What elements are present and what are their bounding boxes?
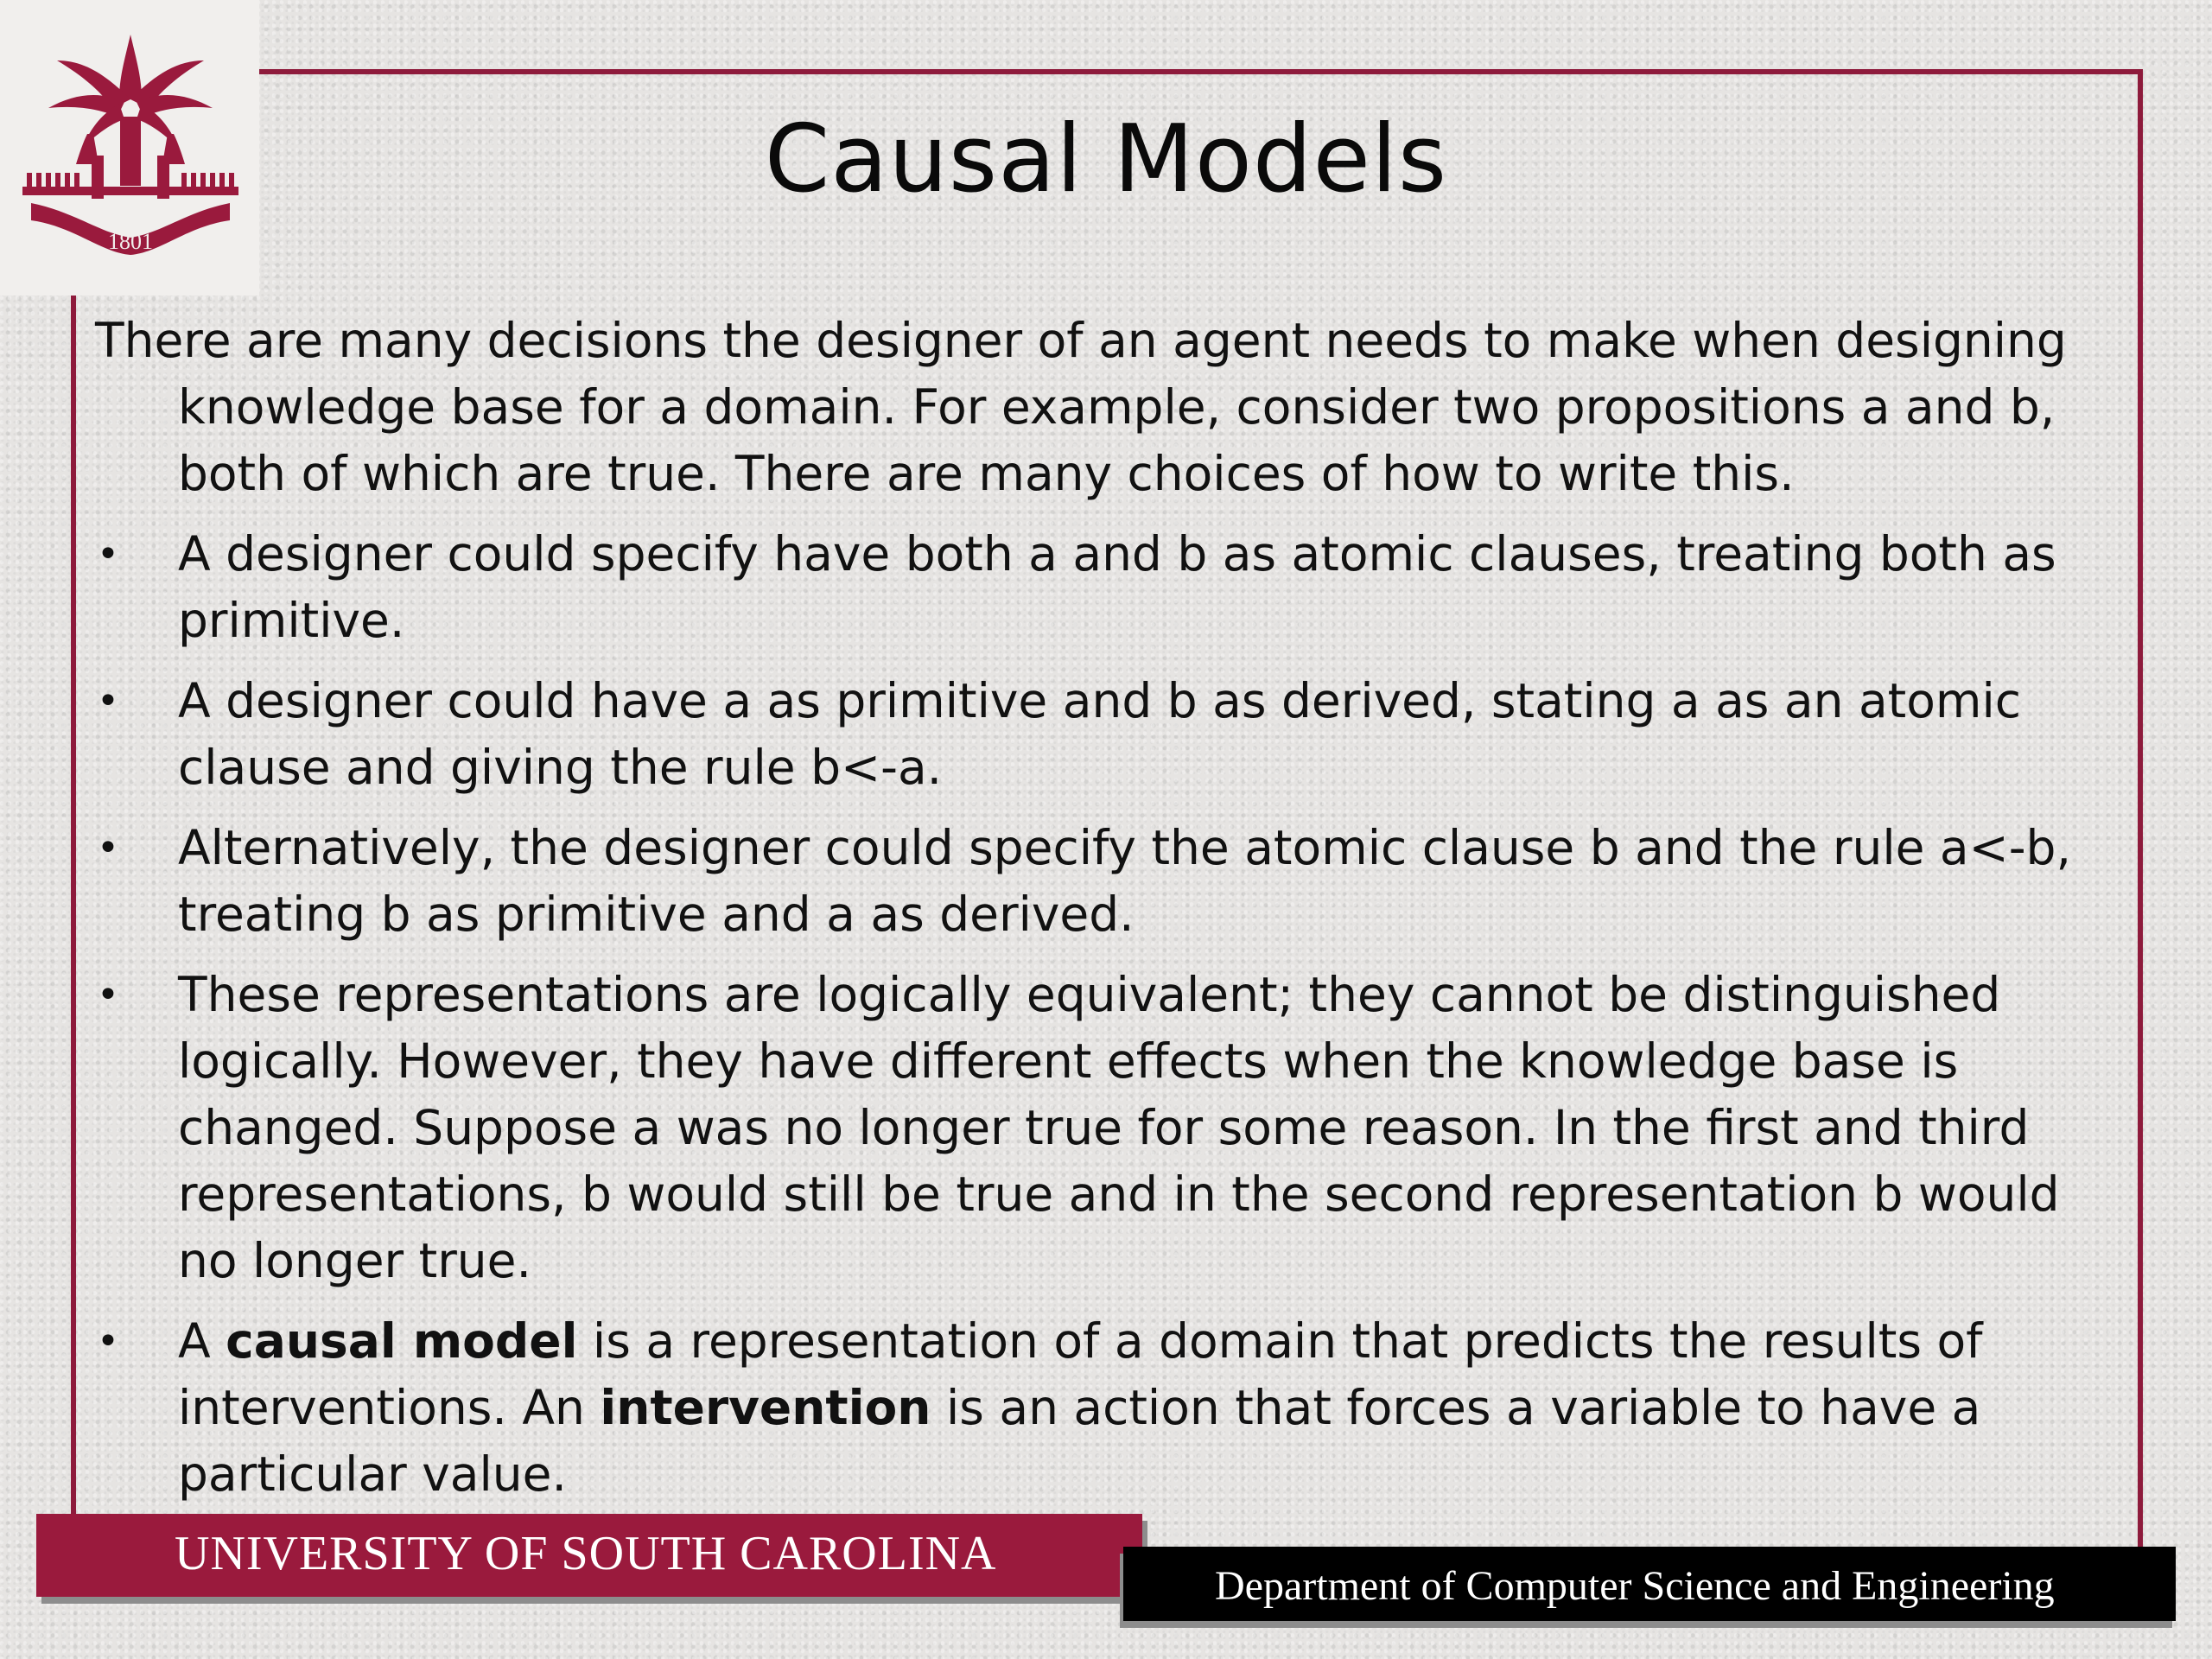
- bullet-text: A designer could specify have both a and b as atomic clauses, treating both as primitive.: [178, 526, 2056, 648]
- slide-title: Causal Models: [764, 105, 1448, 213]
- bullet-text: These representations are logically equivalent; they cannot be distinguished logically. However, they have different effects when the knowledge base is changed. Suppose a was no longer true for some reason. In the first and third representations, b would still be true and in the second representation b would no longer true.: [178, 967, 2060, 1288]
- term-intervention: intervention: [600, 1380, 931, 1435]
- term-causal-model: causal model: [226, 1313, 578, 1369]
- bullet-list: [95, 521, 2126, 1508]
- department-banner: [1123, 1547, 2176, 1621]
- logo-year: 1801: [108, 229, 153, 254]
- bullet-text: Alternatively, the designer could specify the atomic clause b and the rule a<-b, treating b as primitive and a as derived.: [178, 820, 2071, 942]
- bullet-item: [95, 1308, 2126, 1508]
- text-run: A: [178, 1313, 226, 1369]
- slide-body: [95, 308, 2126, 1522]
- text-run: is an action that forces a variable to have a particular value.: [178, 1380, 1981, 1502]
- university-banner: [36, 1514, 1142, 1597]
- bullet-item: [95, 521, 2126, 654]
- bullet-icon: •: [97, 826, 119, 870]
- bullet-item: [95, 815, 2126, 948]
- bullet-text: A designer could have a as primitive and b as derived, stating a as an atomic clause and giving the rule b<-a.: [178, 673, 2021, 795]
- bullet-text: [178, 1313, 1983, 1502]
- bullet-item: [95, 962, 2126, 1294]
- bullet-icon: •: [97, 532, 119, 576]
- bullet-icon: •: [97, 679, 119, 723]
- bullet-icon: •: [97, 1319, 119, 1363]
- bullet-item: [95, 668, 2126, 801]
- intro-paragraph: There are many decisions the designer of an agent needs to make when designing knowledge base for a domain. For example, consider two propositions a and b, both of which are true. There are many choices of how to write this.: [95, 313, 2067, 501]
- department-name: Department of Computer Science and Engineering: [1215, 1563, 2055, 1609]
- bullet-icon: •: [97, 973, 119, 1017]
- university-name: UNIVERSITY OF SOUTH CAROLINA: [175, 1527, 997, 1580]
- text-run: is a representation of a domain that predicts the results of interventions. An: [178, 1313, 1983, 1435]
